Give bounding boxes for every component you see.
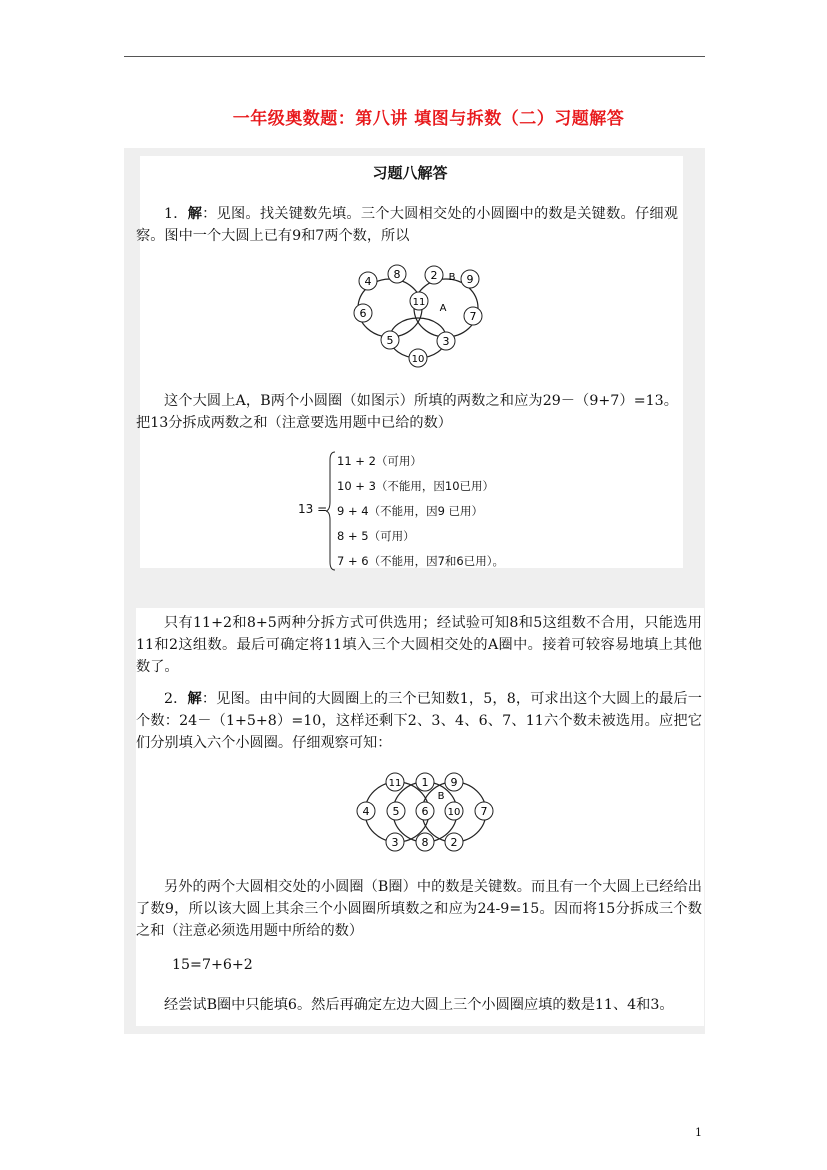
paragraph-1-text: ：见图。找关键数先填。三个大圆相交处的小圆圈中的数是关键数。仔细观察。图中一个大圆上已有9和7两个数，所以 <box>136 206 678 244</box>
page-number: 1 <box>695 1126 702 1139</box>
svg-text:2: 2 <box>450 836 458 849</box>
svg-text:11: 11 <box>388 778 402 789</box>
split-lhs: 13 = <box>298 502 328 516</box>
item-number: 1． <box>164 206 188 222</box>
node-8 <box>388 265 406 283</box>
split-row-3: 9 + 4（不能用，因9 已用） <box>337 504 484 518</box>
label-B: B <box>437 791 445 802</box>
paragraph-7: 经尝试B圈中只能填6。然后再确定左边大圆上三个小圆圈应填的数是11、4和3。 <box>164 997 674 1013</box>
document-title: 一年级奥数题：第八讲 填图与拆数（二）习题解答 <box>232 109 625 129</box>
header-rule <box>124 56 705 57</box>
node-2 <box>425 266 443 284</box>
node-9 <box>461 270 479 288</box>
paragraph-5: 另外的两个大圆相交处的小圆圈（B圈）中的数是关键数。而且有一个大圆上已经给出了数9，所以该大圆上其余三个小圆圈所填数之和应为24-9=15。因而将15分拆成三个数之和（注意必须选用题中所给的数） <box>136 879 702 939</box>
svg-text:6: 6 <box>359 307 367 320</box>
svg-text:9: 9 <box>450 776 458 789</box>
brace <box>325 450 337 572</box>
svg-text:9: 9 <box>466 273 474 286</box>
svg-text:11: 11 <box>412 297 426 308</box>
svg-text:1: 1 <box>421 776 429 789</box>
solution-label: 解 <box>187 206 203 222</box>
paragraph-3: 只有11+2和8+5两种分拆方式可供选用；经试验可知8和5这组数不合用，只能选用11和2这组数。最后可确定将11填入三个大圆相交处的A圈中。接着可较容易地填上其他数了。 <box>136 615 702 675</box>
node-7 <box>464 307 482 325</box>
svg-text:6: 6 <box>421 805 429 818</box>
node-9 <box>445 773 463 791</box>
figure-2-nodes <box>357 773 493 851</box>
figure-1-circle-diagram <box>348 262 488 370</box>
split-row-2: 10 + 3（不能用，因10已用） <box>337 479 495 493</box>
figure-2-circle-diagram <box>352 770 502 856</box>
node-10 <box>409 349 427 367</box>
svg-text:7: 7 <box>469 310 477 323</box>
node-6 <box>354 304 372 322</box>
node-11 <box>410 292 428 310</box>
split-row-5: 7 + 6（不能用，因7和6已用）。 <box>337 554 504 568</box>
paragraph-4 <box>136 688 702 754</box>
node-8 <box>416 833 434 851</box>
label-A: A <box>439 303 447 314</box>
svg-text:4: 4 <box>364 275 372 288</box>
node-1 <box>416 773 434 791</box>
svg-text:5: 5 <box>386 334 394 347</box>
node-6 <box>416 802 434 820</box>
label-B: B <box>448 272 456 283</box>
svg-text:10: 10 <box>411 354 425 365</box>
node-5 <box>387 802 405 820</box>
paragraph-2: 这个大圆上A，B两个小圆圈（如图示）所填的两数之和应为29－（9+7）=13。把13分拆成两数之和（注意要选用题中已给的数） <box>136 393 678 431</box>
split-row-4: 8 + 5（可用） <box>337 529 415 543</box>
split-table <box>298 450 558 572</box>
svg-text:5: 5 <box>392 805 400 818</box>
figure-1-nodes <box>354 265 482 367</box>
svg-text:4: 4 <box>362 805 370 818</box>
paragraph-1 <box>136 203 678 247</box>
node-4 <box>359 272 377 290</box>
section-title: 习题八解答 <box>372 164 448 182</box>
svg-text:10: 10 <box>447 807 461 818</box>
svg-text:8: 8 <box>393 268 401 281</box>
split-row-1: 11 + 2（可用） <box>337 454 422 468</box>
equation-line: 15=7+6+2 <box>172 957 253 973</box>
node-3 <box>437 332 455 350</box>
node-5 <box>381 331 399 349</box>
solution-label: 解 <box>187 691 202 707</box>
svg-text:8: 8 <box>421 836 429 849</box>
node-7 <box>475 802 493 820</box>
svg-text:2: 2 <box>430 269 438 282</box>
node-11 <box>386 773 404 791</box>
node-10 <box>445 802 463 820</box>
node-2 <box>445 833 463 851</box>
node-3 <box>386 833 404 851</box>
paragraph-4-text: ：见图。由中间的大圆圈上的三个已知数1，5，8，可求出这个大圆上的最后一个数：24－（1+5+8）=10，这样还剩下2、3、4、6、7、11六个数未被选用。应把它们分别填入六个小圆圈。仔细观察可知： <box>136 691 702 751</box>
svg-text:3: 3 <box>442 335 450 348</box>
node-4 <box>357 802 375 820</box>
item-number: 2． <box>164 691 188 707</box>
svg-text:7: 7 <box>480 805 488 818</box>
svg-text:3: 3 <box>391 836 399 849</box>
